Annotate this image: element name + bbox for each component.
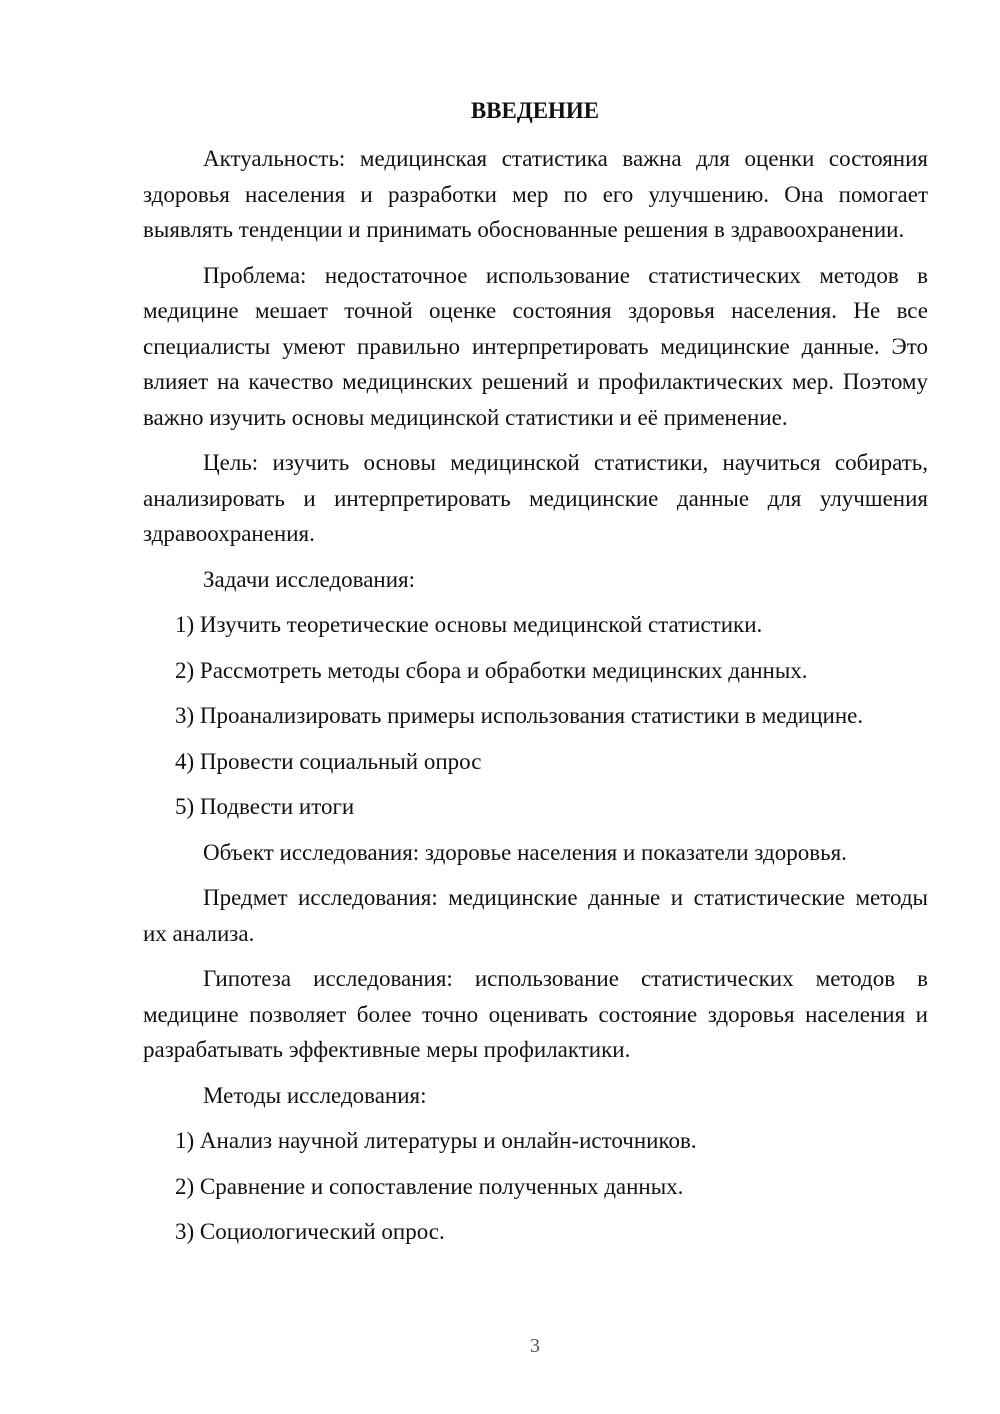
subject-paragraph: Предмет исследования: медицинские данные и статистические методы их анализа. [143, 885, 928, 946]
method-item: 3) Социологический опрос. [175, 1219, 445, 1244]
task-item: 2) Рассмотреть методы сбора и обработки медицинских данных. [175, 657, 808, 683]
problem-paragraph: Проблема: недостаточное использование статистических методов в медицине мешает точной оценке состояния здоровья населения. Не все специалисты умеют правильно интерпретировать медицинские данные. Это влияет на качество медицинских решений и профилактических мер. Поэтому важно изучить основы медицинской статистики и её применение. [143, 262, 928, 430]
page-number: 3 [530, 1335, 540, 1357]
section-heading: ВВЕДЕНИЕ [470, 98, 600, 123]
task-item: 1) Изучить теоретические основы медицинской статистики. [175, 612, 763, 637]
task-item: 4) Провести социальный опрос [175, 748, 482, 774]
methods-label: Методы исследования: [203, 1082, 427, 1108]
task-item: 5) Подвести итоги [175, 794, 355, 819]
relevance-paragraph: Актуальность: медицинская статистика важна для оценки состояния здоровья населения и разработки мер по его улучшению. Она помогает выявлять тенденции и принимать обоснованные решения в здравоохранении. [143, 146, 928, 242]
tasks-label: Задачи исследования: [203, 566, 416, 592]
method-item: 1) Анализ научной литературы и онлайн-источников. [175, 1128, 697, 1153]
object-paragraph: Объект исследования: здоровье населения и показатели здоровья. [203, 839, 847, 865]
document-body [143, 141, 928, 1260]
method-item: 2) Сравнение и сопоставление полученных данных. [175, 1173, 684, 1199]
goal-paragraph: Цель: изучить основы медицинской статистики, научиться собирать, анализировать и интерпретировать медицинские данные для улучшения здравоохранения. [143, 450, 928, 546]
hypothesis-paragraph: Гипотеза исследования: использование статистических методов в медицине позволяет более точно оценивать состояние здоровья населения и разрабатывать эффективные меры профилактики. [143, 966, 928, 1062]
task-item: 3) Проанализировать примеры использования статистики в медицине. [175, 703, 864, 728]
